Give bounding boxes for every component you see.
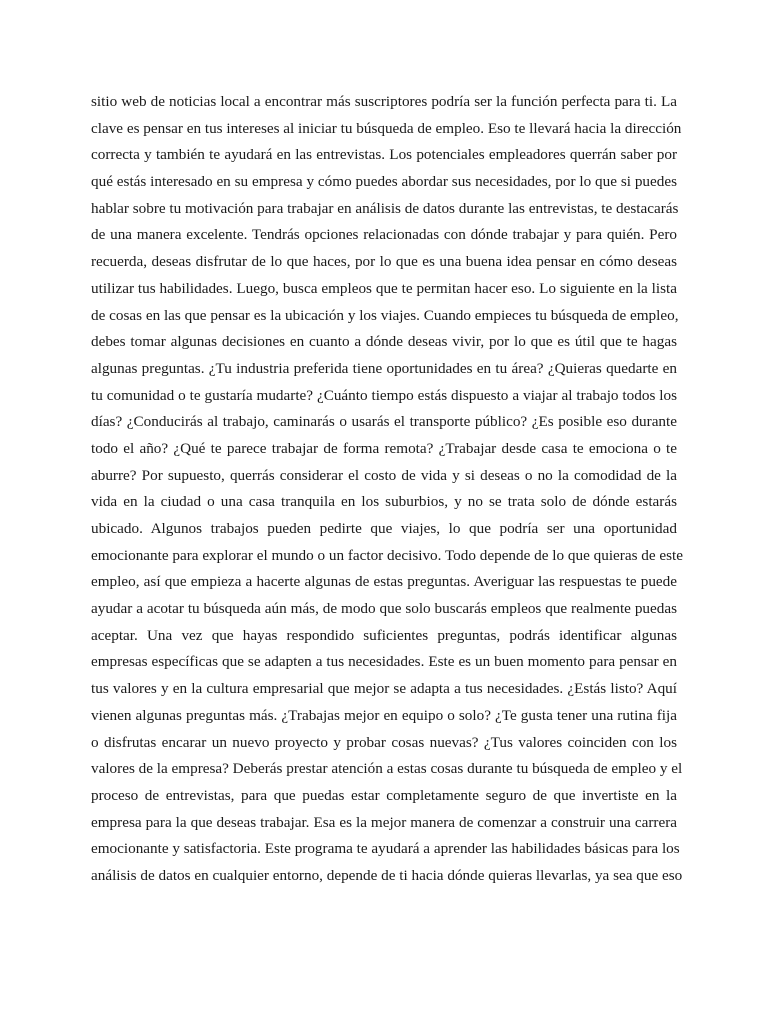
text-line: vienen algunas preguntas más. ¿Trabajas mejor en equipo o solo? ¿Te gusta tener una rutina fija <box>91 706 677 724</box>
text-line: algunas preguntas. ¿Tu industria preferida tiene oportunidades en tu área? ¿Quieras quedarte en <box>91 359 677 377</box>
text-line: empleo, así que empieza a hacerte algunas de estas preguntas. Averiguar las respuestas te puede <box>91 573 677 591</box>
text-line: utilizar tus habilidades. Luego, busca empleos que te permitan hacer eso. Lo siguiente en la lista <box>91 279 677 297</box>
text-line: emocionante y satisfactoria. Este programa te ayudará a aprender las habilidades básicas para los <box>91 840 680 858</box>
text-line: recuerda, deseas disfrutar de lo que haces, por lo que es una buena idea pensar en cómo deseas <box>91 253 677 271</box>
text-line: proceso de entrevistas, para que puedas estar completamente seguro de que invertiste en la <box>91 786 677 804</box>
body-paragraph <box>91 89 684 890</box>
text-line: empresa para la que deseas trabajar. Esa es la mejor manera de comenzar a construir una carrera <box>91 813 677 831</box>
text-line: ubicado. Algunos trabajos pueden pedirte que viajes, lo que podría ser una oportunidad <box>91 520 677 537</box>
text-line: análisis de datos en cualquier entorno, depende de ti hacia dónde quieras llevarlas, ya sea que eso <box>91 866 683 884</box>
text-line: qué estás interesado en su empresa y cómo puedes abordar sus necesidades, por lo que si puedes <box>91 173 677 191</box>
text-line: de una manera excelente. Tendrás opciones relacionadas con dónde trabajar y para quién. Pero <box>91 226 677 244</box>
text-line: empresas específicas que se adapten a tus necesidades. Este es un buen momento para pensar en <box>91 653 677 671</box>
text-line: todo el año? ¿Qué te parece trabajar de forma remota? ¿Trabajar desde casa te emociona o te <box>91 439 677 457</box>
text-line: vida en la ciudad o una casa tranquila en los suburbios, y no se trata solo de dónde estarás <box>91 493 677 511</box>
text-line: valores de la empresa? Deberás prestar atención a estas cosas durante tu búsqueda de empleo y el <box>91 760 683 778</box>
text-line: tu comunidad o te gustaría mudarte? ¿Cuánto tiempo estás dispuesto a viajar al trabajo todos los <box>91 386 677 404</box>
text-line: clave es pensar en tus intereses al iniciar tu búsqueda de empleo. Eso te llevará hacia la dirección <box>91 119 682 137</box>
text-line: de cosas en las que pensar es la ubicación y los viajes. Cuando empieces tu búsqueda de empleo, <box>91 306 679 324</box>
text-line: aburre? Por supuesto, querrás considerar el costo de vida y si deseas o no la comodidad de la <box>91 466 677 484</box>
text-line: tus valores y en la cultura empresarial que mejor se adapta a tus necesidades. ¿Estás listo? Aquí <box>91 680 677 698</box>
text-line: o disfrutas encarar un nuevo proyecto y probar cosas nuevas? ¿Tus valores coinciden con los <box>91 733 677 751</box>
text-line: correcta y también te ayudará en las entrevistas. Los potenciales empleadores querrán saber por <box>91 146 677 164</box>
text-line: emocionante para explorar el mundo o un factor decisivo. Todo depende de lo que quieras de este <box>91 546 684 564</box>
text-line: hablar sobre tu motivación para trabajar en análisis de datos durante las entrevistas, te destacarás <box>91 199 679 217</box>
text-line: sitio web de noticias local a encontrar más suscriptores podría ser la función perfecta para ti. La <box>91 93 677 110</box>
text-line: días? ¿Conducirás al trabajo, caminarás o usarás el transporte público? ¿Es posible eso durante <box>91 413 677 431</box>
text-line: ayudar a acotar tu búsqueda aún más, de modo que solo buscarás empleos que realmente puedas <box>91 600 677 618</box>
text-line: aceptar. Una vez que hayas respondido suficientes preguntas, podrás identificar algunas <box>91 626 677 644</box>
text-line: debes tomar algunas decisiones en cuanto a dónde deseas vivir, por lo que es útil que te hagas <box>91 333 677 351</box>
